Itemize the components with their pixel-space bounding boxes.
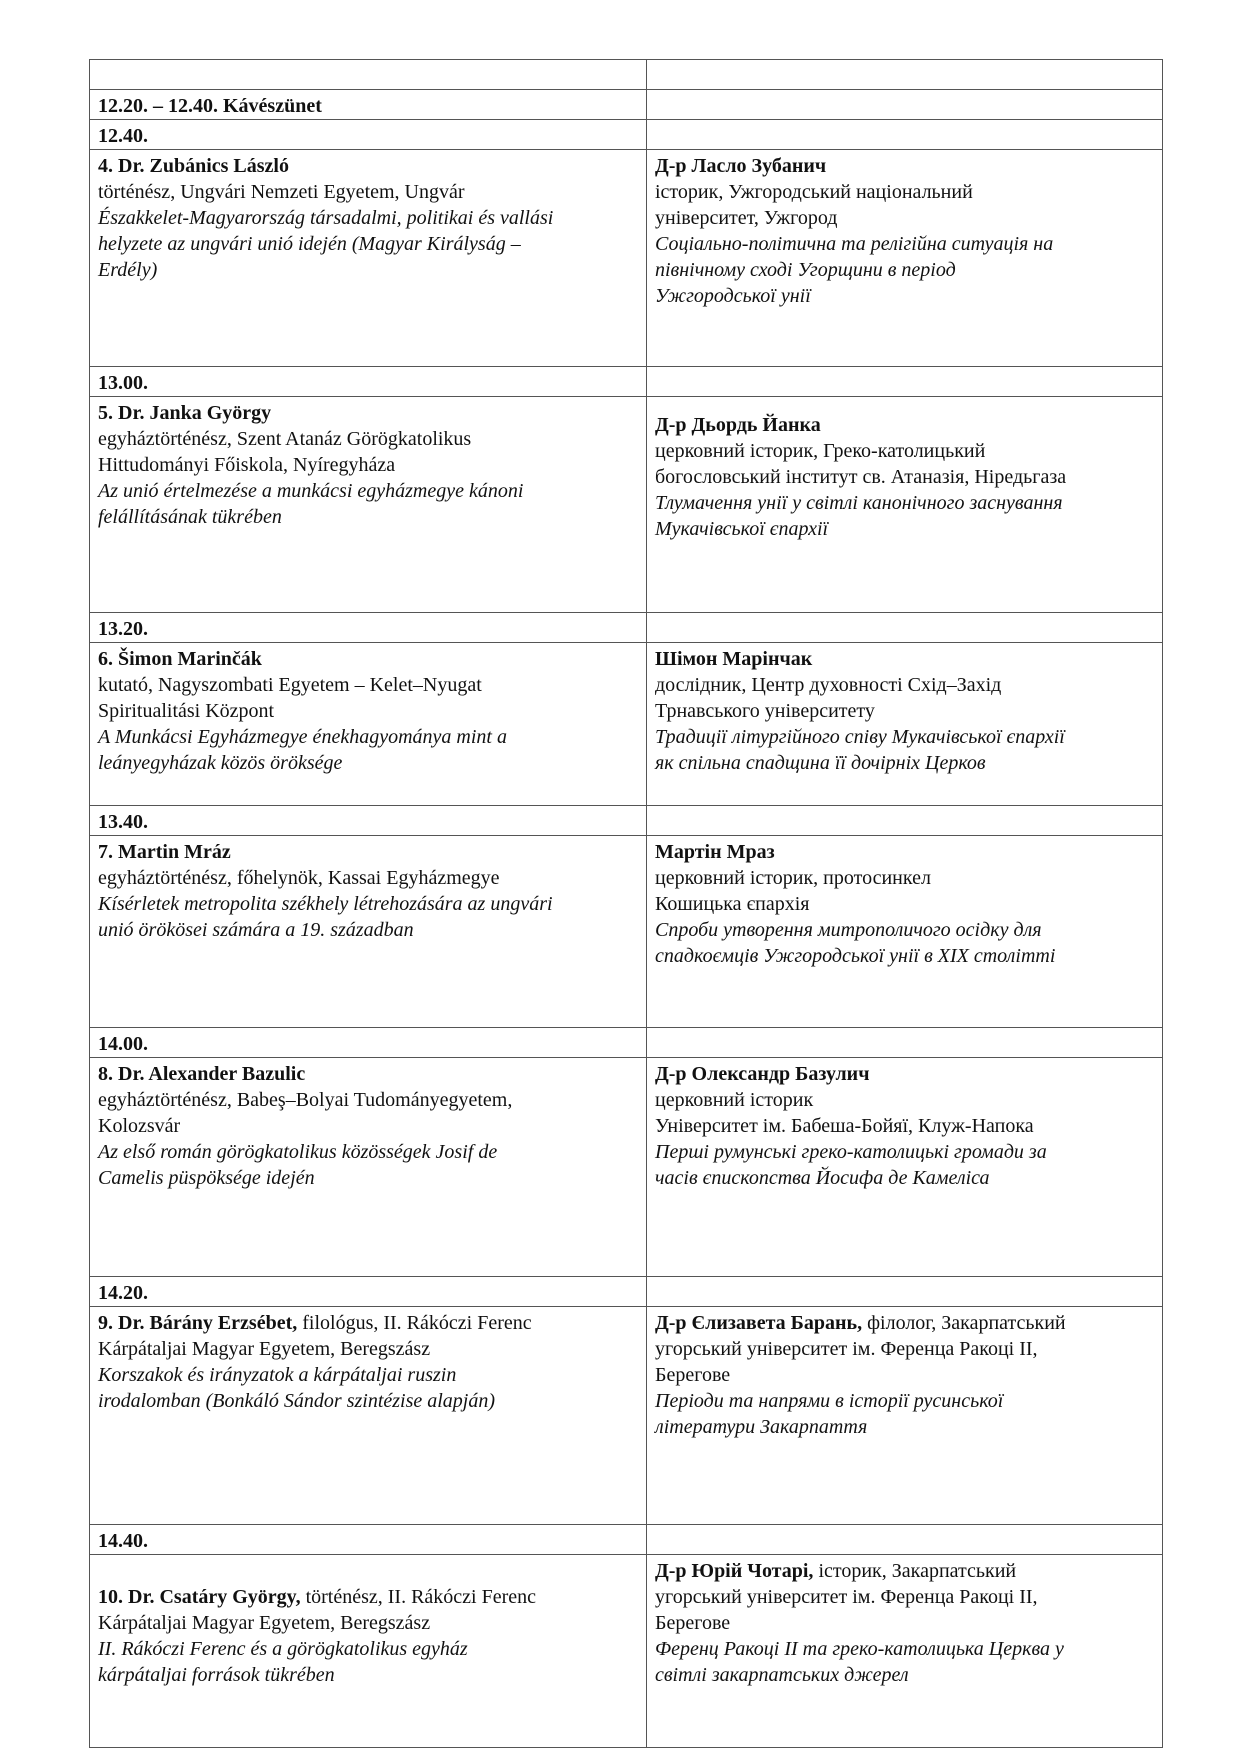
speaker-affiliation: угорський університет ім. Ференца Ракоці ІІ, xyxy=(655,1338,1038,1360)
speaker-affiliation: дослідник, Центр духовності Схід–Захід xyxy=(655,674,1002,696)
speaker-line xyxy=(98,1584,638,1610)
speaker-affiliation: történész, Ungvári Nemzeti Egyetem, Ungvár xyxy=(98,181,465,203)
table-cell xyxy=(647,1028,1163,1058)
session-time: 14.00. xyxy=(90,1028,647,1058)
speaker-name: 4. Dr. Zubánics László xyxy=(98,155,289,177)
talk-title: Korszakok és irányzatok a kárpátaljai ruszin xyxy=(98,1364,457,1386)
table-cell xyxy=(90,60,647,90)
talk-ukrainian xyxy=(647,1555,1163,1748)
table-cell xyxy=(647,90,1163,120)
talk-row xyxy=(90,1307,1163,1525)
speaker-name: Д-р Олександр Базулич xyxy=(655,1063,870,1085)
speaker-name: 7. Martin Mráz xyxy=(98,841,231,863)
speaker-affiliation: історик, Закарпатський xyxy=(813,1560,1017,1582)
talk-title: світлі закарпатських джерел xyxy=(655,1664,909,1686)
speaker-affiliation: Кошицька єпархія xyxy=(655,893,810,915)
speaker-affiliation: Kárpátaljai Magyar Egyetem, Beregszász xyxy=(98,1338,431,1360)
speaker-affiliation: Берегове xyxy=(655,1364,731,1386)
speaker-affiliation: egyháztörténész, Szent Atanáz Görögkatolikus xyxy=(98,428,472,450)
talk-title: північному сході Угорщини в період xyxy=(655,259,956,281)
time-row xyxy=(90,613,1163,643)
speaker-line xyxy=(98,153,638,179)
talk-row xyxy=(90,150,1163,367)
talk-ukrainian xyxy=(647,1058,1163,1277)
talk-row xyxy=(90,1555,1163,1748)
program-table xyxy=(89,59,1163,1748)
table-cell xyxy=(647,1525,1163,1555)
talk-ukrainian xyxy=(647,643,1163,806)
speaker-affiliation: церковний історик, протосинкел xyxy=(655,867,931,889)
talk-title: irodalomban (Bonkáló Sándor szintézise alapján) xyxy=(98,1390,496,1412)
speaker-affiliation: університет, Ужгород xyxy=(655,207,838,229)
speaker-name: Д-р Ласло Зубанич xyxy=(655,155,827,177)
speaker-line xyxy=(98,1310,638,1336)
talk-hungarian xyxy=(90,1058,647,1277)
time-row xyxy=(90,1028,1163,1058)
talk-hungarian xyxy=(90,1555,647,1748)
talk-title: felállításának tükrében xyxy=(98,506,282,528)
talk-hungarian xyxy=(90,150,647,367)
table-cell xyxy=(647,120,1163,150)
coffee-break-row xyxy=(90,90,1163,120)
talk-row xyxy=(90,1058,1163,1277)
speaker-affiliation: Spiritualitási Központ xyxy=(98,700,275,722)
table-cell xyxy=(647,367,1163,397)
speaker-affiliation: Берегове xyxy=(655,1612,731,1634)
session-time: 13.00. xyxy=(90,367,647,397)
talk-hungarian xyxy=(90,643,647,806)
talk-hungarian xyxy=(90,1307,647,1525)
speaker-line xyxy=(655,646,1154,672)
table-cell xyxy=(647,806,1163,836)
talk-ukrainian xyxy=(647,836,1163,1028)
talk-title: Тлумачення унії у світлі канонічного заснування xyxy=(655,492,1063,514)
speaker-line xyxy=(655,153,1154,179)
talk-title: A Munkácsi Egyházmegye énekhagyománya mint a xyxy=(98,726,507,748)
speaker-name: Мартін Мраз xyxy=(655,841,775,863)
session-time: 12.40. xyxy=(90,120,647,150)
speaker-line xyxy=(98,1061,638,1087)
coffee-break-label: 12.20. – 12.40. Kávészünet xyxy=(90,90,647,120)
speaker-name: 9. Dr. Bárány Erzsébet, xyxy=(98,1312,298,1334)
talk-title: Camelis püspöksége idején xyxy=(98,1167,315,1189)
talk-title: Északkelet-Magyarország társadalmi, politikai és vallási xyxy=(98,207,554,229)
speaker-affiliation: történész, II. Rákóczi Ferenc xyxy=(300,1586,537,1608)
speaker-affiliation: Kolozsvár xyxy=(98,1115,181,1137)
speaker-line xyxy=(98,646,638,672)
talk-hungarian xyxy=(90,836,647,1028)
talk-title: Ференц Ракоці ІІ та греко-католицька Церква у xyxy=(655,1638,1064,1660)
talk-title: Az unió értelmezése a munkácsi egyházmegye kánoni xyxy=(98,480,524,502)
time-row xyxy=(90,120,1163,150)
talk-title: Періоди та напрями в історії русинської xyxy=(655,1390,1004,1412)
talk-row xyxy=(90,397,1163,613)
time-row xyxy=(90,806,1163,836)
speaker-line xyxy=(655,412,1154,438)
speaker-affiliation: церковний історик xyxy=(655,1089,814,1111)
table-cell xyxy=(647,1277,1163,1307)
speaker-name: Д-р Юрій Чотарі, xyxy=(655,1560,814,1582)
speaker-affiliation: Університет ім. Бабеша-Бойяї, Клуж-Напока xyxy=(655,1115,1034,1137)
talk-ukrainian xyxy=(647,397,1163,613)
talk-title: Erdély) xyxy=(98,259,158,281)
talk-title: Спроби утворення митрополичого осідку для xyxy=(655,919,1042,941)
talk-title: helyzete az ungvári unió idején (Magyar Királyság – xyxy=(98,233,521,255)
speaker-affiliation: богословський інститут св. Атаназія, Ніредьгаза xyxy=(655,466,1067,488)
talk-title: Az első román görögkatolikus közösségek Josif de xyxy=(98,1141,498,1163)
talk-title: Ужгородської унії xyxy=(655,285,811,307)
talk-title: як спільна спадщина її дочірніх Церков xyxy=(655,752,986,774)
speaker-affiliation: filológus, II. Rákóczi Ferenc xyxy=(297,1312,532,1334)
speaker-name: 8. Dr. Alexander Bazulic xyxy=(98,1063,306,1085)
speaker-affiliation: egyháztörténész, Babeş–Bolyai Tudományegyetem, xyxy=(98,1089,513,1111)
talk-row xyxy=(90,643,1163,806)
speaker-name: Д-р Дьордь Йанка xyxy=(655,414,821,436)
speaker-line xyxy=(655,1558,1154,1584)
talk-title: Традиції літургійного співу Мукачівської єпархії xyxy=(655,726,1065,748)
talk-row xyxy=(90,836,1163,1028)
speaker-affiliation: egyháztörténész, főhelynök, Kassai Egyházmegye xyxy=(98,867,500,889)
speaker-name: 6. Šimon Marinčák xyxy=(98,648,262,670)
talk-title: спадкоємців Ужгородської унії в XIX столітті xyxy=(655,945,1056,967)
time-row xyxy=(90,1525,1163,1555)
time-row xyxy=(90,367,1163,397)
speaker-line xyxy=(98,839,638,865)
session-time: 13.40. xyxy=(90,806,647,836)
talk-title: Соціально-політична та релігійна ситуація на xyxy=(655,233,1054,255)
session-time: 14.40. xyxy=(90,1525,647,1555)
speaker-affiliation: Kárpátaljai Magyar Egyetem, Beregszász xyxy=(98,1612,431,1634)
speaker-affiliation: Hittudományi Főiskola, Nyíregyháza xyxy=(98,454,396,476)
talk-title: Kísérletek metropolita székhely létrehozására az ungvári xyxy=(98,893,553,915)
speaker-line xyxy=(655,1061,1154,1087)
session-time: 13.20. xyxy=(90,613,647,643)
speaker-affiliation: церковний історик, Греко-католицький xyxy=(655,440,986,462)
table-cell xyxy=(647,613,1163,643)
time-row xyxy=(90,1277,1163,1307)
talk-hungarian xyxy=(90,397,647,613)
speaker-name: 10. Dr. Csatáry György, xyxy=(98,1586,301,1608)
speaker-line xyxy=(655,839,1154,865)
talk-title: II. Rákóczi Ferenc és a görögkatolikus egyház xyxy=(98,1638,468,1660)
speaker-affiliation: філолог, Закарпатський xyxy=(862,1312,1066,1334)
talk-ukrainian xyxy=(647,1307,1163,1525)
speaker-line xyxy=(98,400,638,426)
talk-title: Перші румунські греко-католицькі громади за xyxy=(655,1141,1047,1163)
speaker-name: 5. Dr. Janka György xyxy=(98,402,272,424)
speaker-affiliation: kutató, Nagyszombati Egyetem – Kelet–Nyugat xyxy=(98,674,482,696)
talk-ukrainian xyxy=(647,150,1163,367)
speaker-name: Шімон Марінчак xyxy=(655,648,813,670)
talk-title: часів єпископства Йосифа де Камеліса xyxy=(655,1167,990,1189)
empty-top-row xyxy=(90,60,1163,90)
session-time: 14.20. xyxy=(90,1277,647,1307)
talk-title: Мукачівської єпархії xyxy=(655,518,829,540)
speaker-name: Д-р Єлизавета Барань, xyxy=(655,1312,863,1334)
talk-title: leányegyházak közös öröksége xyxy=(98,752,343,774)
speaker-line xyxy=(655,1310,1154,1336)
table-cell xyxy=(647,60,1163,90)
speaker-affiliation: Трнавського університету xyxy=(655,700,875,722)
talk-title: літератури Закарпаття xyxy=(655,1416,868,1438)
speaker-affiliation: історик, Ужгородський національний xyxy=(655,181,973,203)
speaker-affiliation: угорський університет ім. Ференца Ракоці ІІ, xyxy=(655,1586,1038,1608)
talk-title: kárpátaljai források tükrében xyxy=(98,1664,335,1686)
talk-title: unió örökösei számára a 19. században xyxy=(98,919,414,941)
